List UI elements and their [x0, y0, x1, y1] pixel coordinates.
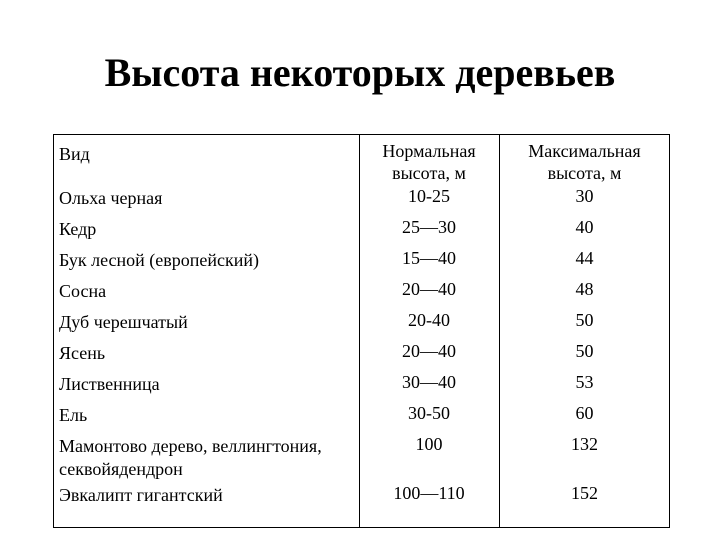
- max-height-cell: 44: [575, 248, 594, 268]
- header-max-height-line1: Максимальная: [528, 141, 641, 161]
- species-cell-line2: секвойядендрон: [59, 459, 183, 479]
- normal-height-cell: 15—40: [402, 248, 456, 268]
- table-row: [53, 481, 670, 512]
- max-height-cell: 48: [575, 279, 594, 299]
- species-cell-line1: Мамонтово дерево, веллингтония,: [59, 436, 322, 456]
- table-row: [53, 432, 670, 481]
- max-height-cell: 40: [575, 217, 594, 237]
- normal-height-cell: 25—30: [402, 217, 456, 237]
- species-cell: [53, 432, 359, 481]
- species-cell: Кедр: [59, 219, 97, 239]
- normal-height-cell: 10-25: [408, 186, 450, 206]
- header-normal-height-line1: Нормальная: [382, 141, 476, 161]
- species-cell: Ель: [59, 405, 88, 425]
- header-normal-height: [359, 134, 499, 184]
- table-row: [53, 339, 670, 370]
- table-row: [53, 246, 670, 277]
- normal-height-cell: 20—40: [402, 341, 456, 361]
- header-max-height: [499, 134, 670, 184]
- page-title: Высота некоторых деревьев: [104, 50, 616, 95]
- max-height-cell: 152: [571, 483, 598, 503]
- max-height-cell: 132: [571, 434, 598, 454]
- species-cell: Ясень: [59, 343, 106, 363]
- normal-height-cell: 30-50: [408, 403, 450, 423]
- species-cell: Бук лесной (европейский): [59, 250, 260, 270]
- species-cell: Дуб черешчатый: [59, 312, 188, 332]
- species-cell: Эвкалипт гигантский: [59, 485, 223, 505]
- table-row: [53, 370, 670, 401]
- max-height-cell: 60: [575, 403, 594, 423]
- header-max-height-line2: высота, м: [547, 163, 622, 183]
- header-species: Вид: [59, 144, 90, 164]
- species-cell: Сосна: [59, 281, 107, 301]
- tree-height-table: [53, 134, 670, 512]
- normal-height-cell: 30—40: [402, 372, 456, 392]
- max-height-cell: 30: [575, 186, 594, 206]
- table-row: [53, 215, 670, 246]
- species-cell: Ольха черная: [59, 188, 163, 208]
- header-normal-height-line2: высота, м: [392, 163, 466, 183]
- normal-height-cell: 20—40: [402, 279, 456, 299]
- species-cell: Лиственница: [59, 374, 160, 394]
- table-header-row: [53, 134, 670, 184]
- table-row: [53, 277, 670, 308]
- max-height-cell: 53: [575, 372, 594, 392]
- table-row: [53, 184, 670, 215]
- table-row: [53, 401, 670, 432]
- normal-height-cell: 20-40: [408, 310, 450, 330]
- normal-height-cell: 100—110: [393, 483, 465, 503]
- table-row: [53, 308, 670, 339]
- normal-height-cell: 100: [415, 434, 443, 454]
- max-height-cell: 50: [575, 341, 594, 361]
- max-height-cell: 50: [575, 310, 594, 330]
